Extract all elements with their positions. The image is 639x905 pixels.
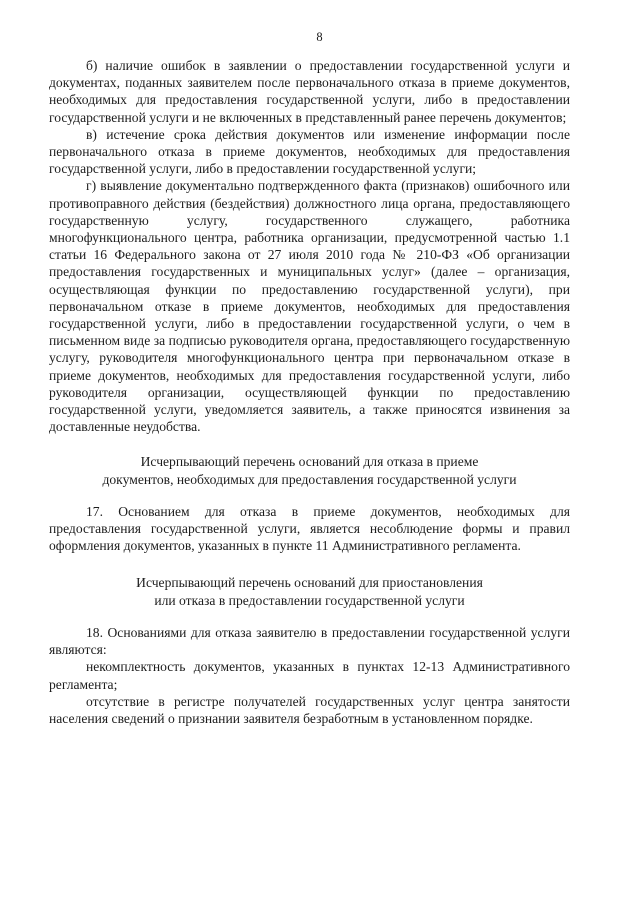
paragraph-18-item-1: некомплектность документов, указанных в пунктах 12-13 Административного регламента; xyxy=(49,659,570,692)
paragraph-17: 17. Основанием для отказа в приеме документов, необходимых для предоставления государственной услуги, является несоблюдение формы и правил оформления документов, указанных в пункте 11 Административного регламента. xyxy=(49,503,570,554)
heading-line: Исчерпывающий перечень оснований для отказа в приеме xyxy=(140,454,479,470)
paragraph-18-item-2: отсутствие в регистре получателей государственных услуг центра занятости населения сведений о признании заявителя безработным в установленном порядке. xyxy=(49,693,570,726)
heading-line: Исчерпывающий перечень оснований для приостановления xyxy=(136,575,483,591)
page-number: 8 xyxy=(316,30,323,44)
section-heading-suspension-refusal xyxy=(49,574,570,608)
heading-line: документов, необходимых для предоставления государственной услуги xyxy=(102,471,517,487)
heading-line: или отказа в предоставлении государственной услуги xyxy=(154,592,465,608)
paragraph-g: г) выявление документально подтвержденного факта (признаков) ошибочного или противоправного действия (бездействия) должностного лица органа, предоставляющего государственную услугу, государственного служащего, работника многофункционального центра, работника организации, предусмотренной частью 1.1 статьи 16 Федерального закона от 27 июля 2010 года № 210-ФЗ «Об организации предоставления государственных и муниципальных услуг» (далее – организация, осуществляющая функции по предоставлению государственной услуги), при первоначальном отказе в приеме документов, необходимых для предоставления государственной услуги, либо в предоставлении государственной услуги, о чем в письменном виде за подписью руководителя органа, предоставляющего государственную услугу, руководителя многофункционального центра при первоначальном отказе в приеме документов, необходимых для предоставления государственной услуги, либо руководителя организации, осуществляющей функции по предоставлению государственной услуги, уведомляется заявитель, а также приносятся извинения за доставленные неудобства. xyxy=(49,178,570,435)
paragraph-v: в) истечение срока действия документов или изменение информации после первоначального отказа в приеме документов, необходимых для предоставления государственной услуги, либо в предоставлении государственной услуги; xyxy=(49,126,570,177)
section-heading-refusal-acceptance xyxy=(49,453,570,487)
document-body xyxy=(49,57,570,727)
paragraph-b: б) наличие ошибок в заявлении о предоставлении государственной услуги и документах, поданных заявителем после первоначального отказа в приеме документов, необходимых для предоставления государственной услуги, либо в предоставлении государственной услуги и не включенных в представленный ранее перечень документов; xyxy=(49,58,570,125)
paragraph-18: 18. Основаниями для отказа заявителю в предоставлении государственной услуги являются: xyxy=(49,624,570,658)
